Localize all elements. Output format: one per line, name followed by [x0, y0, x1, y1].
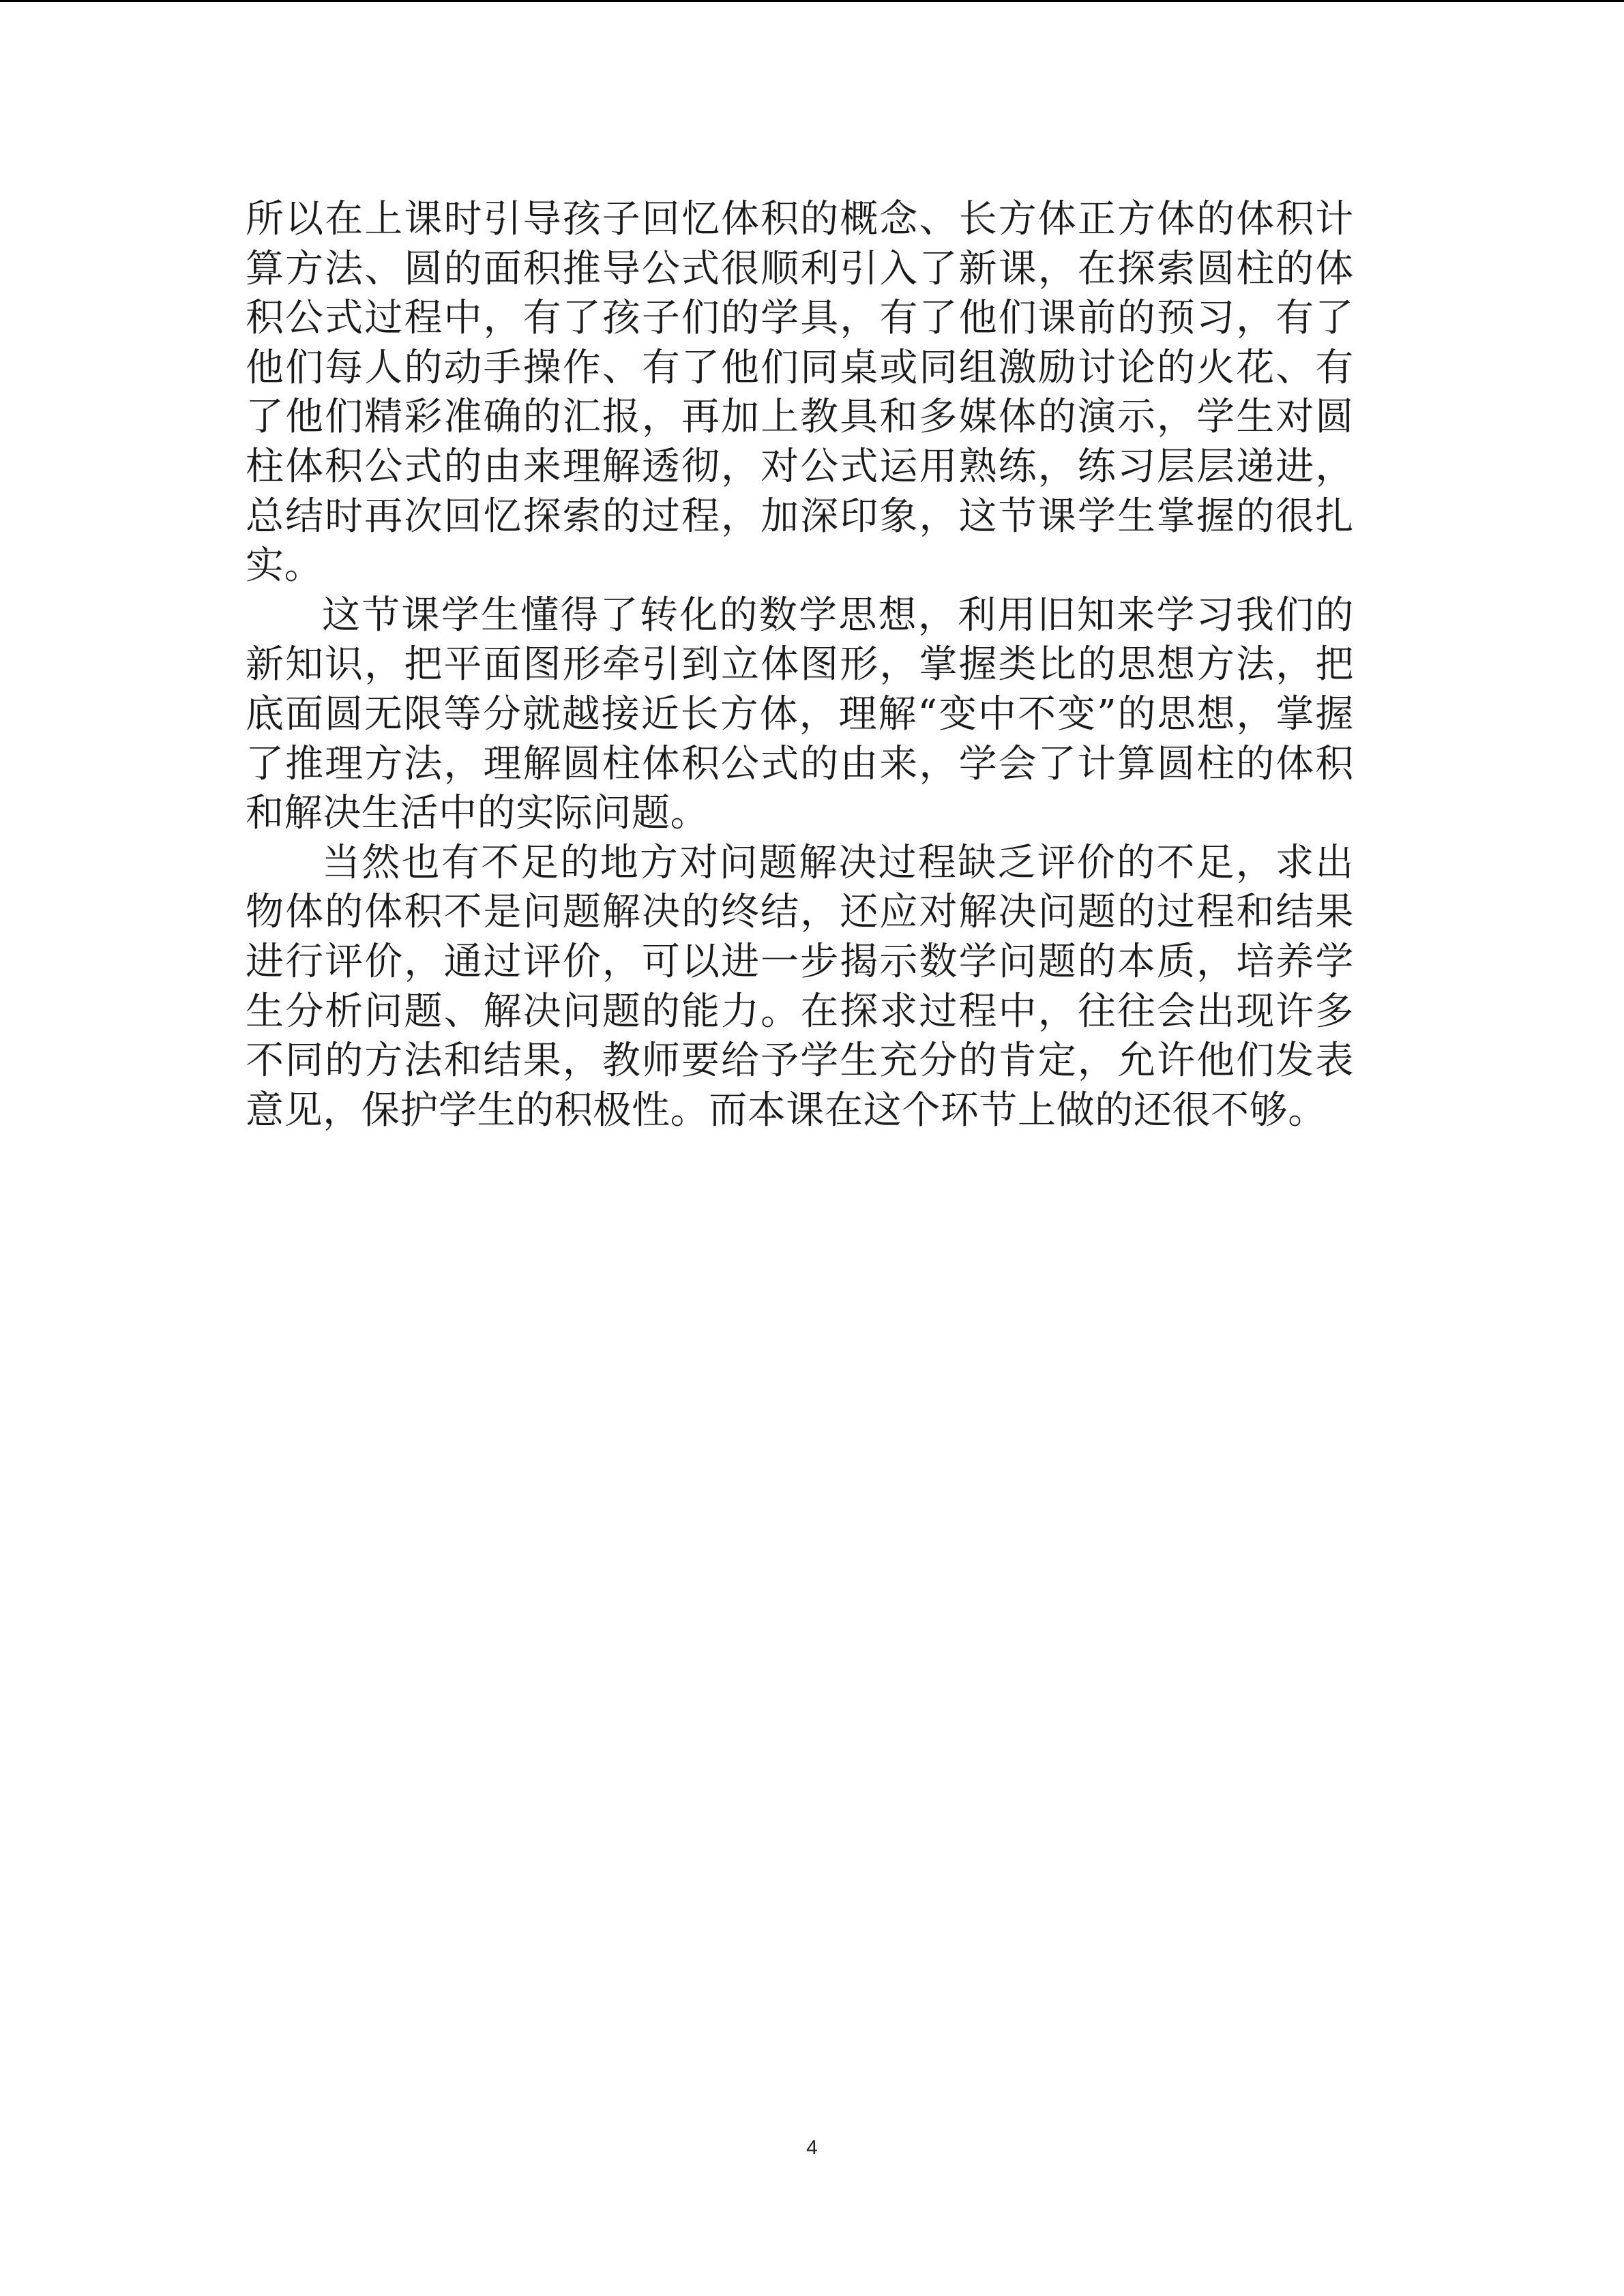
- paragraph-3: 当然也有不足的地方对问题解决过程缺乏评价的不足，求出物体的体积不是问题解决的终结，还应对解决问题的过程和结果进行评价，通过评价，可以进一步揭示数学问题的本质，培养学生分析问题、解决问题的能力。在探求过程中，往往会出现许多不同的方法和结果，教师要给予学生充分的肯定，允许他们发表意见，保护学生的积极性。而本课在这个环节上做的还很不够。: [246, 840, 1354, 1133]
- paragraph-1: 所以在上课时引导孩子回忆体积的概念、长方体正方体的体积计算方法、圆的面积推导公式很顺利引入了新课，在探索圆柱的体积公式过程中，有了孩子们的学具，有了他们课前的预习，有了他们每人的动手操作、有了他们同桌或同组激励讨论的火花、有了他们精彩准确的汇报，再加上教具和多媒体的演示，学生对圆柱体积公式的由来理解透彻，对公式运用熟练，练习层层递进，总结时再次回忆探索的过程，加深印象，这节课学生掌握的很扎实。: [246, 197, 1354, 588]
- paragraph-2: 这节课学生懂得了转化的数学思想，利用旧知来学习我们的新知识，把平面图形牵引到立体图形，掌握类比的思想方法，把底面圆无限等分就越接近长方体，理解“变中不变”的思想，掌握了推理方法，理解圆柱体积公式的由来，学会了计算圆柱的体积和解决生活中的实际问题。: [246, 593, 1354, 836]
- page-number: 4: [806, 2136, 818, 2159]
- body-text: [246, 195, 1354, 1135]
